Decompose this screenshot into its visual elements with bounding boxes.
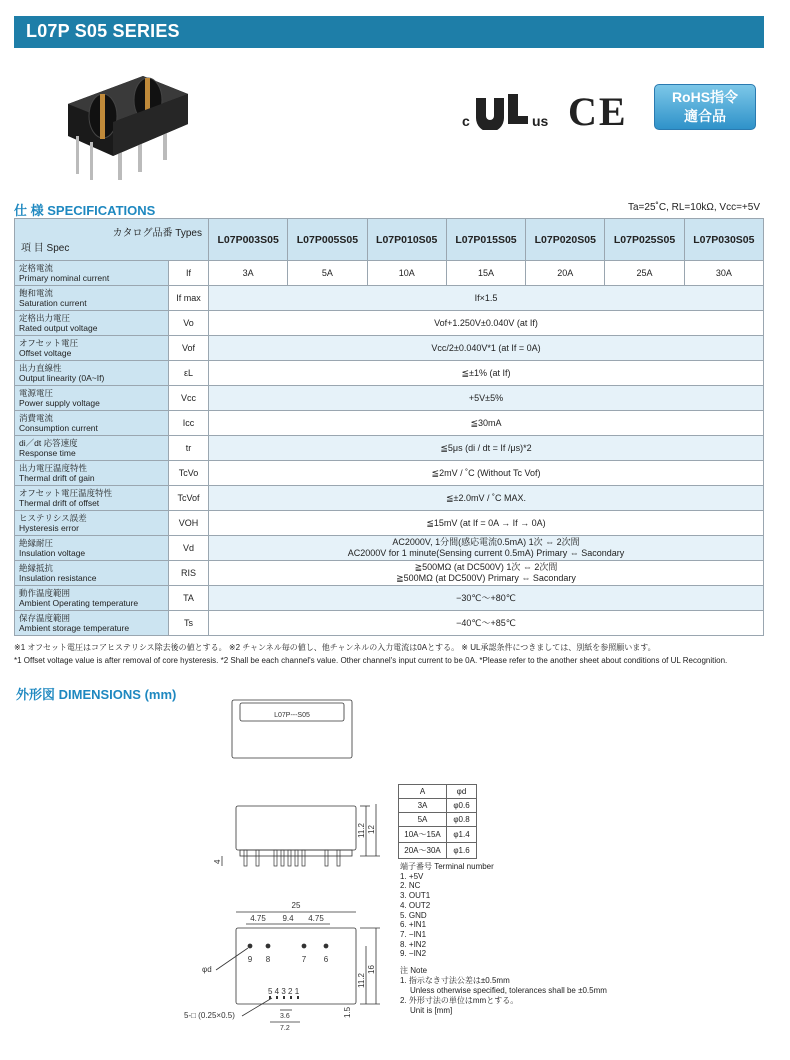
terminal-list	[400, 862, 494, 959]
table-row	[15, 311, 764, 336]
table-row	[15, 436, 764, 461]
cell-value: −30℃～+80℃	[209, 586, 764, 611]
header-corner	[15, 219, 209, 261]
spec-section-title: 仕 様 SPECIFICATIONS	[14, 203, 156, 218]
dim-11-2: 11.2	[357, 823, 366, 838]
row-symbol: TA	[169, 586, 209, 611]
cell-value: 30A	[684, 261, 763, 286]
cell-value: ≦±1% (at If)	[209, 361, 764, 386]
table-row	[15, 511, 764, 536]
cell-value: ≦30mA	[209, 411, 764, 436]
row-symbol: Vof	[169, 336, 209, 361]
dim-4-75a: 4.75	[250, 914, 266, 923]
type-header: L07P025S05	[605, 219, 684, 261]
row-label: 定格出力電圧 Rated output voltage	[15, 311, 169, 336]
cell-value: −40℃～+85℃	[209, 611, 764, 636]
dim-11-2b: 11.2	[357, 973, 366, 988]
header-spec-label: 項 目 Spec	[21, 243, 70, 254]
note-line: 2. 外形寸法の単位はmmとする。	[400, 996, 519, 1005]
dim-3-6: 3.6	[280, 1013, 290, 1020]
pin-diameter-table	[398, 784, 477, 859]
cell-value: Vcc/2±0.040V*1 (at If = 0A)	[209, 336, 764, 361]
pin-number: 9	[247, 955, 253, 964]
row-label: 定格電流 Primary nominal current	[15, 261, 169, 286]
row-symbol: If max	[169, 286, 209, 311]
type-header: L07P015S05	[446, 219, 525, 261]
ul-us-label: us	[532, 113, 549, 129]
dim-25: 25	[291, 901, 301, 910]
row-label: 動作温度範囲 Ambient Operating temperature	[15, 586, 169, 611]
row-symbol: Vd	[169, 536, 209, 561]
table-row	[15, 411, 764, 436]
row-symbol: Vo	[169, 311, 209, 336]
cell-value: 15A	[446, 261, 525, 286]
table-row	[15, 561, 764, 586]
list-item: 1. +5V	[400, 871, 424, 881]
table-row	[15, 461, 764, 486]
pin-size-label: 5-□ (0.25×0.5)	[184, 1011, 235, 1020]
ul-mark-icon	[462, 90, 557, 130]
pin-number: 7	[301, 955, 307, 964]
dim-1-5: 1.5	[343, 1006, 352, 1018]
footnotes	[14, 641, 774, 667]
row-symbol: VOH	[169, 511, 209, 536]
list-item: 2. NC	[400, 881, 421, 891]
type-header: L07P030S05	[684, 219, 763, 261]
table-row: 3A φ0.6	[399, 799, 477, 813]
cell-value: Vof+1.250V±0.040V (at If)	[209, 311, 764, 336]
cell-value: 3A	[209, 261, 288, 286]
pin-number: 8	[265, 955, 271, 964]
row-label: ヒステリシス誤差 Hysteresis error	[15, 511, 169, 536]
ul-c-label: c	[462, 113, 470, 129]
row-label: 保存温度範囲 Ambient storage temperature	[15, 611, 169, 636]
row-symbol: TcVof	[169, 486, 209, 511]
row-label: 出力直線性 Output linearity (0A~If)	[15, 361, 169, 386]
table-row	[15, 286, 764, 311]
rohs-badge	[654, 84, 756, 130]
row-symbol: RIS	[169, 561, 209, 586]
table-row: 5A φ0.8	[399, 813, 477, 827]
row-symbol: Icc	[169, 411, 209, 436]
test-conditions: Ta=25˚C, RL=10kΩ, Vcc=+5V	[628, 202, 760, 213]
type-header: L07P020S05	[526, 219, 605, 261]
spec-table	[14, 218, 764, 636]
cell-value: AC2000V, 1分間(感応電流0.5mA) 1次 ⇔ 2次間 AC2000V for 1 minute(Sensing current 0.5mA) Primary ⇔ Sacondary	[209, 536, 764, 561]
dimensions-title: 外形図 DIMENSIONS (mm)	[16, 687, 177, 702]
list-item: 8. +IN2	[400, 939, 427, 949]
cell-value: 25A	[605, 261, 684, 286]
row-symbol: Vcc	[169, 386, 209, 411]
cell-value: +5V±5%	[209, 386, 764, 411]
table-row	[15, 386, 764, 411]
dim-9-4: 9.4	[282, 914, 294, 923]
note-title: 注 Note	[400, 966, 428, 975]
table-row	[15, 611, 764, 636]
cell-value: ≦±2.0mV / ˚C MAX.	[209, 486, 764, 511]
note-line: Unit is [mm]	[410, 1006, 453, 1015]
product-image	[48, 64, 198, 184]
table-row: 10A～15A φ1.4	[399, 827, 477, 843]
terminal-title: 端子番号 Terminal number	[400, 862, 494, 871]
cell-value: 20A	[526, 261, 605, 286]
rohs-line2: 適合品	[684, 108, 726, 124]
table-row	[15, 261, 764, 286]
type-header: L07P005S05	[288, 219, 367, 261]
row-label: 飽和電流 Saturation current	[15, 286, 169, 311]
dim-16: 16	[367, 965, 376, 974]
table-row	[15, 361, 764, 386]
ce-mark: CE	[568, 89, 628, 134]
dim-7-2: 7.2	[280, 1025, 290, 1032]
spec-header-row	[15, 219, 764, 261]
footnote-jp: ※1 オフセット電圧はコアヒステリシス除去後の値とする。 ※2 チャンネル毎の値し、他チャンネルの入力電流は0Aとする。 ※ UL承認条件につきましては、別紙を参照願います。	[14, 643, 656, 652]
row-label: オフセット電圧 Offset voltage	[15, 336, 169, 361]
list-item: 6. +IN1	[400, 920, 427, 930]
row-symbol: If	[169, 261, 209, 286]
list-item: 4. OUT2	[400, 900, 431, 910]
note-line: Unless otherwise specified, tolerances shall be ±0.5mm	[410, 986, 607, 995]
dim-4: 4	[213, 859, 222, 864]
footnote-en: *1 Offset voltage value is after removal of core hysteresis. *2 Shall be each channel's value. Other channel's input current to be 0A. *Please refer to the another sheet about conditions of UL Recognition.	[14, 656, 728, 665]
row-label: 電源電圧 Power supply voltage	[15, 386, 169, 411]
row-symbol: tr	[169, 436, 209, 461]
cell-value: ≦5μs (di / dt = If /μs)*2	[209, 436, 764, 461]
row-symbol: Ts	[169, 611, 209, 636]
rohs-line1: RoHS指令	[671, 89, 739, 105]
row-label: 絶縁耐圧 Insulation voltage	[15, 536, 169, 561]
dim-12: 12	[367, 825, 376, 834]
title-bar	[14, 16, 764, 48]
pin-table-header: φd	[447, 785, 477, 799]
header-types-label: カタログ品番 Types	[112, 228, 202, 239]
row-label: 絶縁抵抗 Insulation resistance	[15, 561, 169, 586]
table-row	[15, 486, 764, 511]
row-label: 出力電圧温度特性 Thermal drift of gain	[15, 461, 169, 486]
pin-number: 6	[323, 955, 329, 964]
type-header: L07P010S05	[367, 219, 446, 261]
drawing-notes	[400, 966, 607, 1016]
list-item: 3. OUT1	[400, 891, 431, 901]
top-view-label: L07P---S05	[274, 712, 310, 719]
table-row: 20A～30A φ1.6	[399, 843, 477, 859]
table-row	[15, 586, 764, 611]
phi-d-label: φd	[202, 965, 212, 974]
row-label: di／dt 応答速度 Response time	[15, 436, 169, 461]
cell-value: ≦2mV / ˚C (Without Tc Vof)	[209, 461, 764, 486]
table-row	[15, 536, 764, 561]
list-item: 9. −IN2	[400, 949, 427, 959]
pin-table-header: A	[399, 785, 447, 799]
row-label: 消費電流 Consumption current	[15, 411, 169, 436]
dim-4-75b: 4.75	[308, 914, 324, 923]
pin-numbers-bottom: 5 4 3 2 1	[268, 987, 300, 996]
cell-value: If×1.5	[209, 286, 764, 311]
table-row	[15, 336, 764, 361]
list-item: 5. GND	[400, 910, 427, 920]
cell-value: 10A	[367, 261, 446, 286]
page-title: L07P S05 SERIES	[26, 21, 180, 41]
note-line: 1. 指示なき寸法公差は±0.5mm	[400, 976, 510, 985]
row-symbol: εL	[169, 361, 209, 386]
cell-value: ≦15mV (at If = 0A → If → 0A)	[209, 511, 764, 536]
cell-value: 5A	[288, 261, 367, 286]
row-label: オフセット電圧温度特性 Thermal drift of offset	[15, 486, 169, 511]
cell-value: ≧500MΩ (at DC500V) 1次 ⇔ 2次間 ≧500MΩ (at DC500V) Primary ⇔ Sacondary	[209, 561, 764, 586]
type-header: L07P003S05	[209, 219, 288, 261]
row-symbol: TcVo	[169, 461, 209, 486]
list-item: 7. −IN1	[400, 929, 427, 939]
